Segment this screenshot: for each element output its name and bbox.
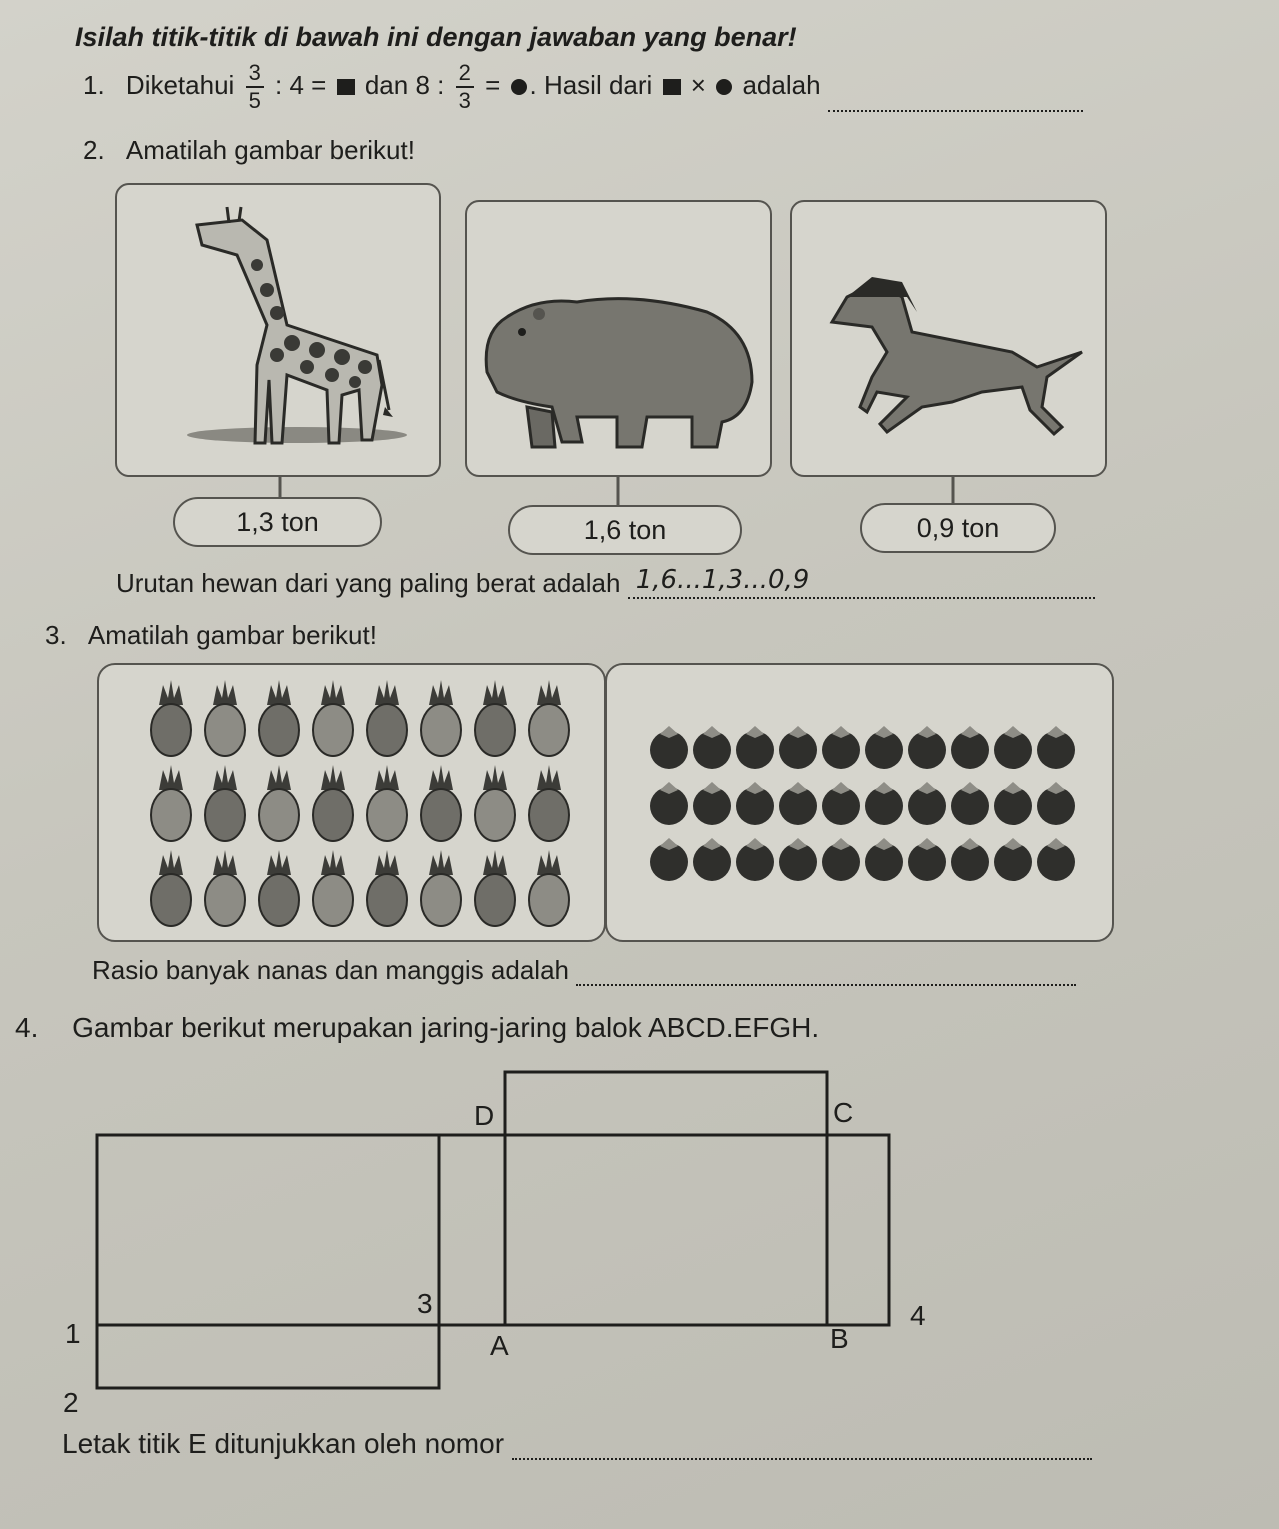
q1-part3: . Hasil dari — [529, 69, 653, 100]
q4-answer-line — [62, 1428, 1092, 1460]
q4-answer-blank[interactable] — [512, 1434, 1092, 1460]
q4-number: 4. — [15, 1012, 39, 1043]
q1-number: 1. — [83, 69, 105, 100]
q3-question: Rasio banyak nanas dan manggis adalah — [92, 955, 570, 985]
q4-question: Letak titik E ditunjukkan oleh nomor — [62, 1428, 505, 1459]
net-label-C: C — [833, 1097, 854, 1128]
net-label-2: 2 — [63, 1387, 79, 1418]
net-label-3: 3 — [417, 1288, 433, 1319]
q1-frac1-denominator: 5 — [248, 88, 261, 113]
q3-number: 3. — [45, 620, 67, 650]
net-label-1: 1 — [65, 1318, 81, 1349]
q2-question: Urutan hewan dari yang paling berat adalah — [116, 568, 621, 598]
q2-handwritten-answer: 1,6...1,3...0,9 — [635, 565, 810, 595]
q1-suffix: adalah — [742, 69, 821, 100]
net-label-4: 4 — [910, 1300, 926, 1331]
net-label-B: B — [830, 1323, 849, 1354]
net-label-A: A — [490, 1330, 509, 1361]
weight-horse: 0,9 ton — [860, 503, 1056, 553]
q2-text: Amatilah gambar berikut! — [125, 135, 415, 165]
q1-middle: dan 8 : — [364, 69, 445, 100]
weight-hippopotamus: 1,6 ton — [508, 505, 742, 555]
instruction-title: Isilah titik-titik di bawah ini dengan jawaban yang benar! — [75, 22, 797, 52]
q1-part2: = — [485, 69, 501, 100]
q3-text: Amatilah gambar berikut! — [87, 620, 377, 650]
q1-prefix: Diketahui — [125, 69, 235, 100]
q1-part1: : 4 = — [275, 69, 327, 100]
q1-frac2-denominator: 3 — [458, 88, 471, 113]
q1-frac2-numerator: 2 — [456, 62, 474, 88]
weight-giraffe: 1,3 ton — [173, 497, 382, 547]
q1-times: × — [690, 69, 706, 100]
q4-text: Gambar berikut merupakan jaring-jaring balok ABCD.EFGH. — [72, 1012, 820, 1043]
net-label-D: D — [474, 1100, 495, 1131]
q2-number: 2. — [83, 135, 105, 165]
q1-frac1-numerator: 3 — [246, 62, 264, 88]
